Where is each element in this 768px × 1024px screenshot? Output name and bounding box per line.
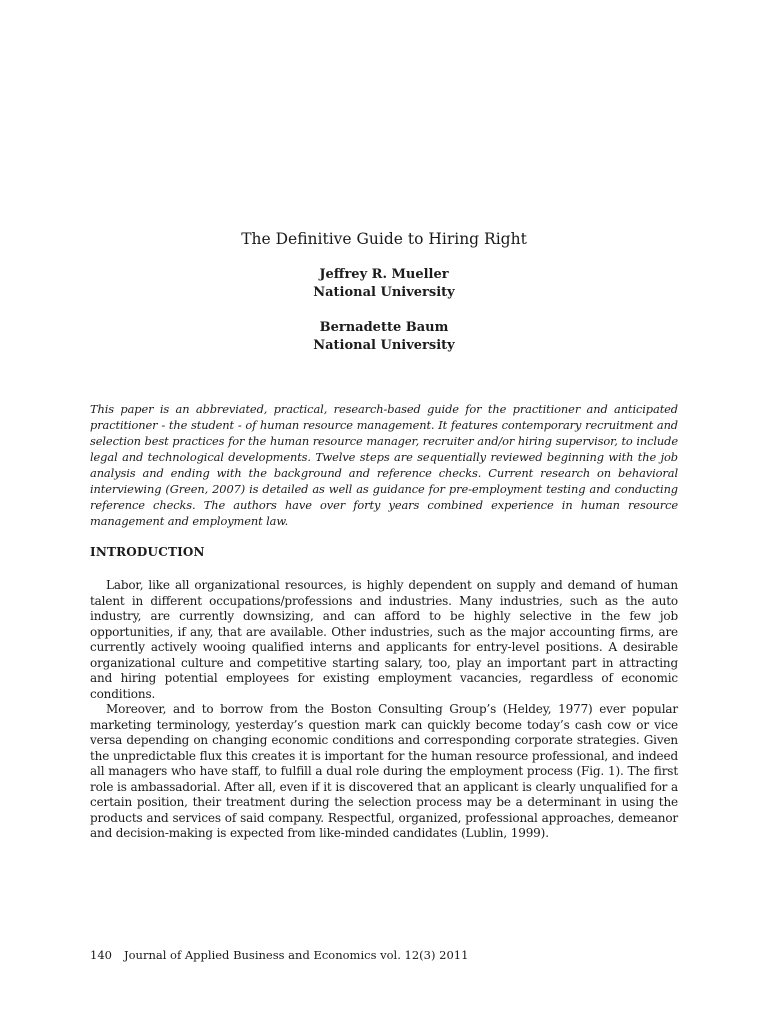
- journal-citation: Journal of Applied Business and Economics vol. 12(3) 2011: [124, 948, 469, 962]
- paper-title: The Definitive Guide to Hiring Right: [241, 230, 527, 248]
- page-footer: [90, 948, 468, 962]
- author-block-1: [0, 266, 768, 302]
- section-heading-introduction: INTRODUCTION: [90, 545, 205, 559]
- author-block-2: [0, 319, 768, 355]
- paragraph: Moreover, and to borrow from the Boston Consulting Group’s (Heldey, 1977) ever popular marketing terminology, yesterday’s question mark can quickly become today’s cash cow or vice versa depending on changing economic conditions and corresponding corporate strategies. Given the unpredictable flux this creates it is important for the human resource professional, and indeed all managers who have staff, to fulfill a dual role during the employment process (Fig. 1). The first role is ambassadorial. After all, even if it is discovered that an applicant is clearly unqualified for a certain position, their treatment during the selection process may be a determinant in using the products and services of said company. Respectful, organized, professional approaches, demeanor and decision-making is expected from like-minded candidates (Lublin, 1999).: [90, 702, 678, 840]
- author-affiliation: National University: [313, 285, 455, 300]
- paragraph: Labor, like all organizational resources, is highly dependent on supply and demand of human talent in different occupations/professions and industries. Many industries, such as the auto industry, are currently downsizing, and can afford to be highly selective in the few job opportunities, if any, that are available. Other industries, such as the major accounting firms, are currently actively wooing qualified interns and applicants for entry-level positions. A desirable organizational culture and competitive starting salary, too, play an important part in attracting and hiring potential employees for existing employment vacancies, regardless of economic conditions.: [90, 578, 678, 701]
- author-affiliation: National University: [313, 338, 455, 353]
- abstract: This paper is an abbreviated, practical, research-based guide for the practitioner and anticipated practitioner - the student - of human resource management. It features contemporary recruitment and selection best practices for the human resource manager, recruiter and/or hiring supervisor, to include legal and technological developments. Twelve steps are sequentially reviewed beginning with the job analysis and ending with the background and reference checks. Current research on behavioral interviewing (Green, 2007) is detailed as well as guidance for pre-employment testing and conducting reference checks. The authors have over forty years combined experience in human resource management and employment law.: [90, 402, 678, 528]
- body-text: [90, 578, 678, 842]
- author-name: Bernadette Baum: [319, 320, 449, 335]
- page-number: 140: [90, 948, 112, 962]
- author-name: Jeffrey R. Mueller: [319, 267, 449, 282]
